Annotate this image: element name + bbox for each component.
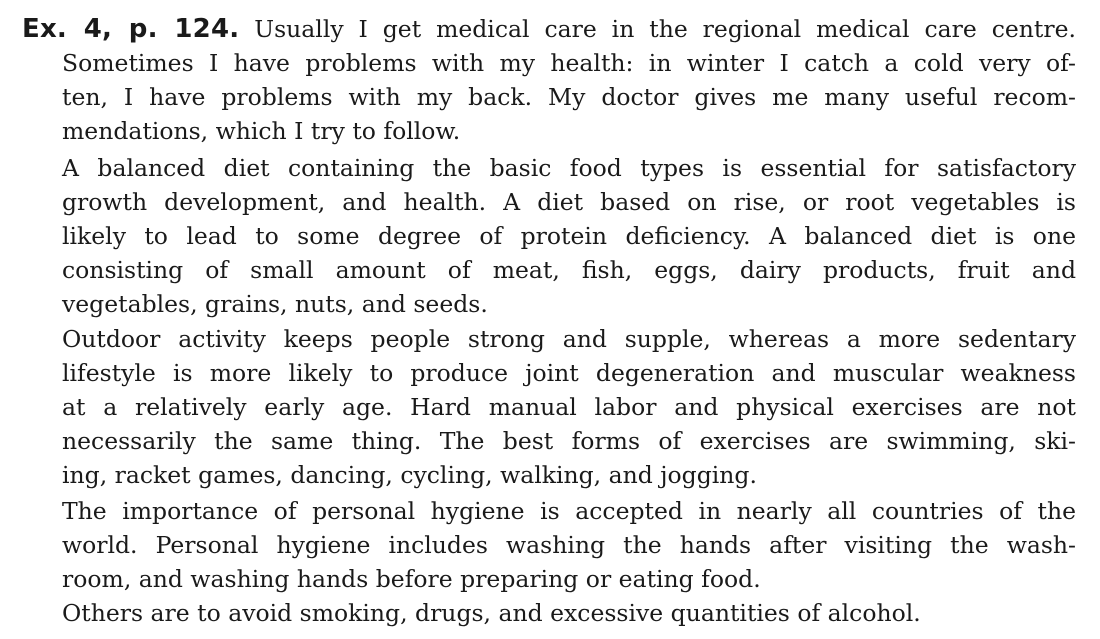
text-line-11: lifestyle is more likely to produce joint degeneration and muscular weakness — [62, 359, 1076, 387]
text-line-7: likely to lead to some degree of protein deficiency. A balanced diet is one — [62, 222, 1076, 250]
text-line-1 — [22, 12, 1076, 46]
text-line-9: vegetables, grains, nuts, and seeds. — [62, 290, 488, 318]
text-line-6: growth development, and health. A diet based on rise, or root vegetables is — [62, 188, 1076, 216]
text-line-10: Outdoor activity keeps people strong and supple, whereas a more sedentary — [62, 325, 1076, 353]
exercise-heading: Ex. 4, p. 124. — [22, 14, 240, 44]
text-line-1-body: Usually I get medical care in the regional medical care centre. — [254, 15, 1076, 43]
text-line-18: Others are to avoid smoking, drugs, and excessive quantities of alcohol. — [62, 599, 921, 627]
text-line-16: world. Personal hygiene includes washing the hands after visiting the wash- — [62, 531, 1076, 559]
text-line-12: at a relatively early age. Hard manual labor and physical exercises are not — [62, 393, 1076, 421]
text-line-15: The importance of personal hygiene is accepted in nearly all countries of the — [62, 497, 1076, 525]
text-line-4: mendations, which I try to follow. — [62, 117, 461, 145]
text-line-13: necessarily the same thing. The best forms of exercises are swimming, ski- — [62, 427, 1076, 455]
text-line-3: ten, I have problems with my back. My doctor gives me many useful recom- — [62, 83, 1076, 111]
text-line-8: consisting of small amount of meat, fish, eggs, dairy products, fruit and — [62, 256, 1076, 284]
text-line-2: Sometimes I have problems with my health: in winter I catch a cold very of- — [62, 49, 1076, 77]
text-line-14: ing, racket games, dancing, cycling, walking, and jogging. — [62, 461, 757, 489]
text-line-17: room, and washing hands before preparing or eating food. — [62, 565, 761, 593]
text-line-5: A balanced diet containing the basic food types is essential for satisfactory — [62, 154, 1076, 182]
